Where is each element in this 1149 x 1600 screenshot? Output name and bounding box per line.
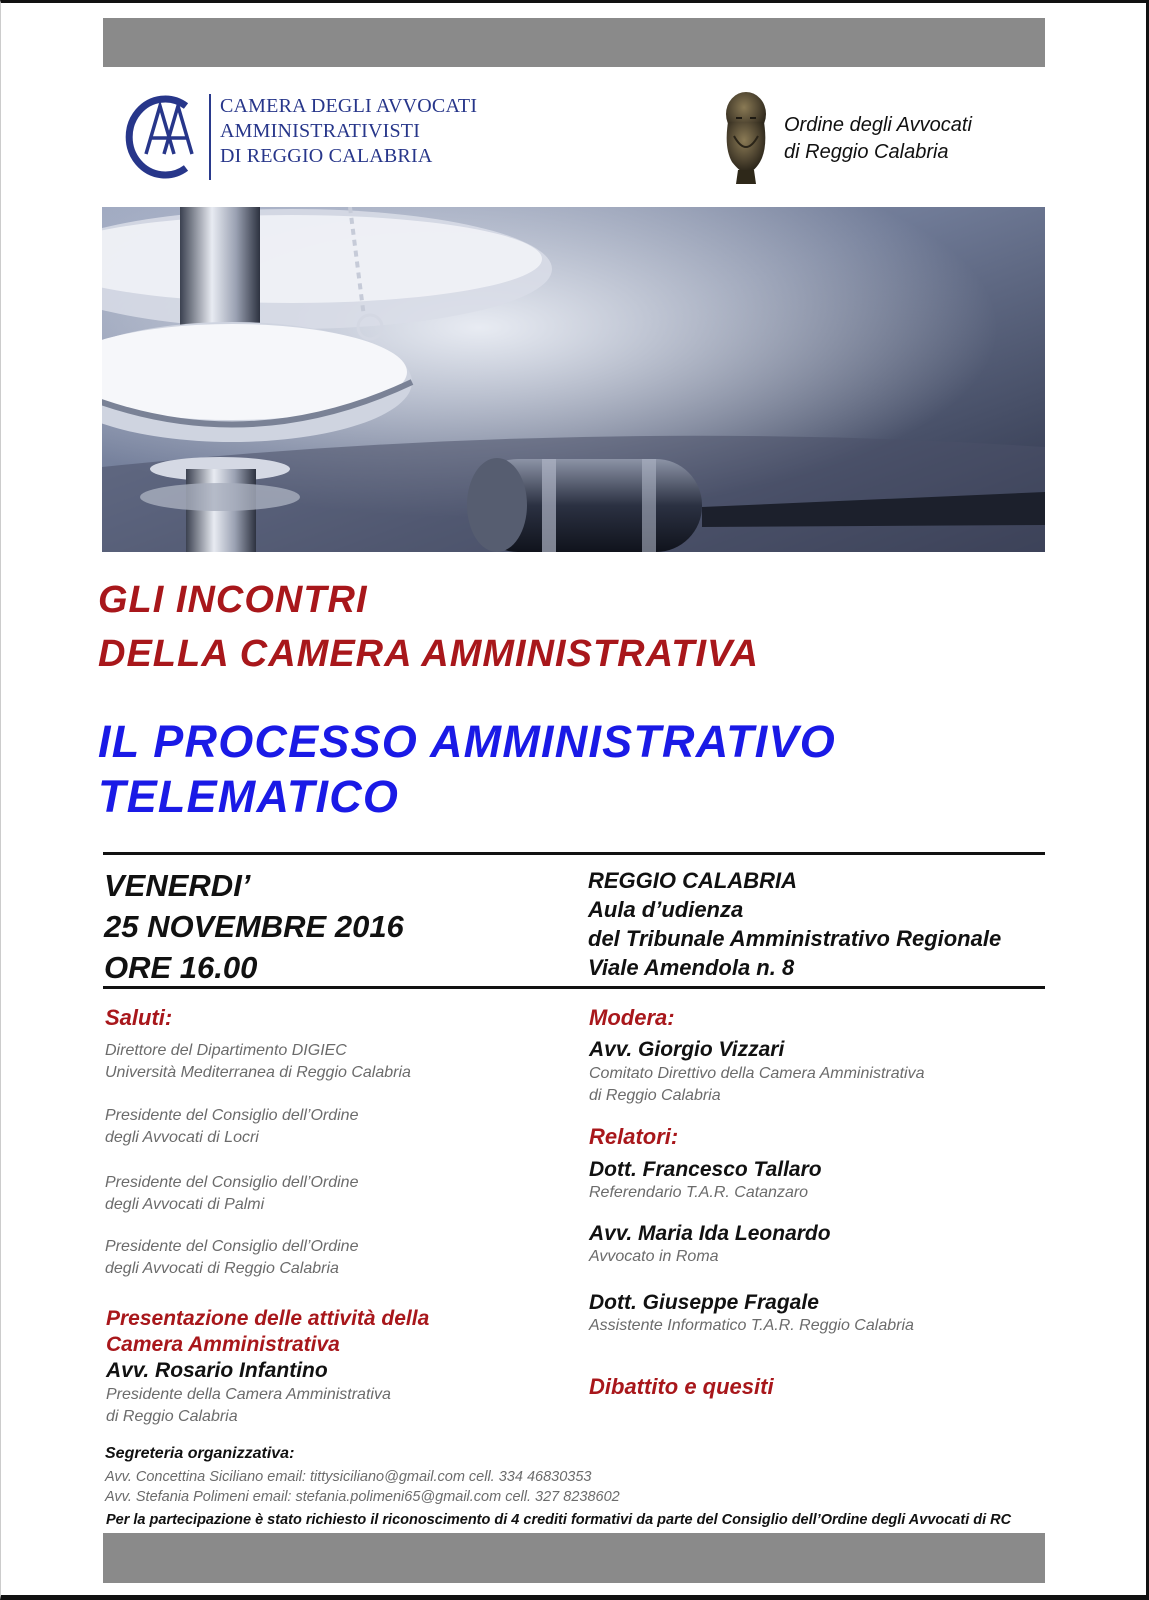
presentazione-heading bbox=[106, 1306, 429, 1358]
speaker-role: Avvocato in Roma bbox=[589, 1248, 719, 1265]
segreteria-contact: Avv. Stefania Polimeni email: stefania.polimeni65@gmail.com cell. 327 8238602 bbox=[105, 1489, 620, 1505]
ordine-line: Ordine degli Avvocati bbox=[784, 114, 972, 136]
divider-bottom bbox=[103, 986, 1045, 989]
saluti-line: degli Avvocati di Reggio Calabria bbox=[105, 1260, 339, 1277]
ordine-line: di Reggio Calabria bbox=[784, 141, 949, 163]
saluti-line: Università Mediterranea di Reggio Calabria bbox=[105, 1064, 411, 1081]
speaker-role: Assistente Informatico T.A.R. Reggio Calabria bbox=[589, 1317, 914, 1334]
dibattito-heading: Dibattito e quesiti bbox=[589, 1374, 774, 1399]
moderator-role bbox=[589, 1063, 925, 1107]
bottom-gray-bar bbox=[103, 1533, 1045, 1583]
event-date: 25 NOVEMBRE 2016 bbox=[104, 909, 404, 944]
top-gray-bar bbox=[103, 18, 1045, 67]
event-address: Viale Amendola n. 8 bbox=[588, 955, 795, 980]
speaker-name: Dott. Giuseppe Fragale bbox=[589, 1291, 819, 1314]
hero-scales-gavel-image bbox=[102, 207, 1045, 552]
presentazione-heading-line: Camera Amministrativa bbox=[106, 1333, 340, 1356]
saluti-line: degli Avvocati di Locri bbox=[105, 1129, 259, 1146]
ordine-avvocati-logo bbox=[718, 88, 1038, 188]
saluti-heading: Saluti: bbox=[105, 1005, 173, 1030]
logo-left-line: AMMINISTRATIVISTI bbox=[220, 120, 421, 142]
moderator-role-line: di Reggio Calabria bbox=[589, 1087, 721, 1104]
logo-divider bbox=[209, 94, 211, 180]
bronze-bust-icon bbox=[718, 88, 774, 186]
segreteria-heading: Segreteria organizzativa: bbox=[105, 1445, 295, 1462]
saluti-line: Presidente del Consiglio dell’Ordine bbox=[105, 1107, 359, 1124]
event-room: Aula d’udienza bbox=[588, 897, 744, 922]
saluti-line: Direttore del Dipartimento DIGIEC bbox=[105, 1042, 347, 1059]
saluti-line: degli Avvocati di Palmi bbox=[105, 1196, 265, 1213]
caa-monogram-icon bbox=[124, 92, 204, 180]
moderator-role-line: Comitato Direttivo della Camera Amministrativa bbox=[589, 1065, 925, 1082]
modera-heading: Modera: bbox=[589, 1005, 675, 1030]
scales-gavel-illustration bbox=[102, 207, 1045, 552]
ordine-text bbox=[784, 112, 972, 166]
segreteria-contact: Avv. Concettina Siciliano email: tittysiciliano@gmail.com cell. 334 46830353 bbox=[105, 1469, 592, 1485]
speaker-name: Dott. Francesco Tallaro bbox=[589, 1158, 822, 1181]
saluti-item bbox=[105, 1172, 358, 1216]
event-time: ORE 16.00 bbox=[104, 950, 258, 985]
presentazione-role-line: Presidente della Camera Amministrativa bbox=[106, 1386, 391, 1403]
saluti-item bbox=[105, 1236, 358, 1280]
event-day: VENERDI’ bbox=[104, 868, 251, 903]
title-blue-line-1: IL PROCESSO AMMINISTRATIVO bbox=[98, 716, 836, 767]
crediti-note: Per la partecipazione è stato richiesto il riconoscimento di 4 crediti formativi da parte del Consiglio dell’Ordine degli Avvocati di RC bbox=[106, 1512, 1012, 1528]
saluti-line: Presidente del Consiglio dell’Ordine bbox=[105, 1238, 359, 1255]
speaker-role: Referendario T.A.R. Catanzaro bbox=[589, 1184, 809, 1201]
event-city: REGGIO CALABRIA bbox=[588, 868, 797, 893]
title-blue-line-2: TELEMATICO bbox=[98, 771, 400, 822]
moderator-name: Avv. Giorgio Vizzari bbox=[589, 1038, 785, 1061]
saluti-item bbox=[105, 1040, 411, 1084]
event-when bbox=[104, 865, 404, 988]
saluti-item bbox=[105, 1105, 358, 1149]
title-red-line-1: GLI INCONTRI bbox=[98, 579, 368, 621]
saluti-line: Presidente del Consiglio dell’Ordine bbox=[105, 1174, 359, 1191]
presentazione-heading-line: Presentazione delle attività della bbox=[106, 1307, 430, 1330]
presentazione-speaker: Avv. Rosario Infantino bbox=[106, 1359, 328, 1382]
presentazione-role bbox=[106, 1384, 391, 1428]
divider-top bbox=[103, 852, 1045, 855]
speaker-name: Avv. Maria Ida Leonardo bbox=[589, 1222, 831, 1245]
camera-avvocati-logo bbox=[124, 92, 504, 182]
relatori-heading: Relatori: bbox=[589, 1124, 679, 1149]
logo-left-text bbox=[220, 94, 477, 169]
event-venue: del Tribunale Amministrativo Regionale bbox=[588, 926, 1002, 951]
logo-left-line: DI REGGIO CALABRIA bbox=[220, 145, 433, 167]
event-where bbox=[588, 866, 1001, 982]
presentazione-role-line: di Reggio Calabria bbox=[106, 1408, 238, 1425]
logo-left-line: CAMERA DEGLI AVVOCATI bbox=[220, 95, 478, 117]
title-red-line-2: DELLA CAMERA AMMINISTRATIVA bbox=[98, 633, 759, 675]
